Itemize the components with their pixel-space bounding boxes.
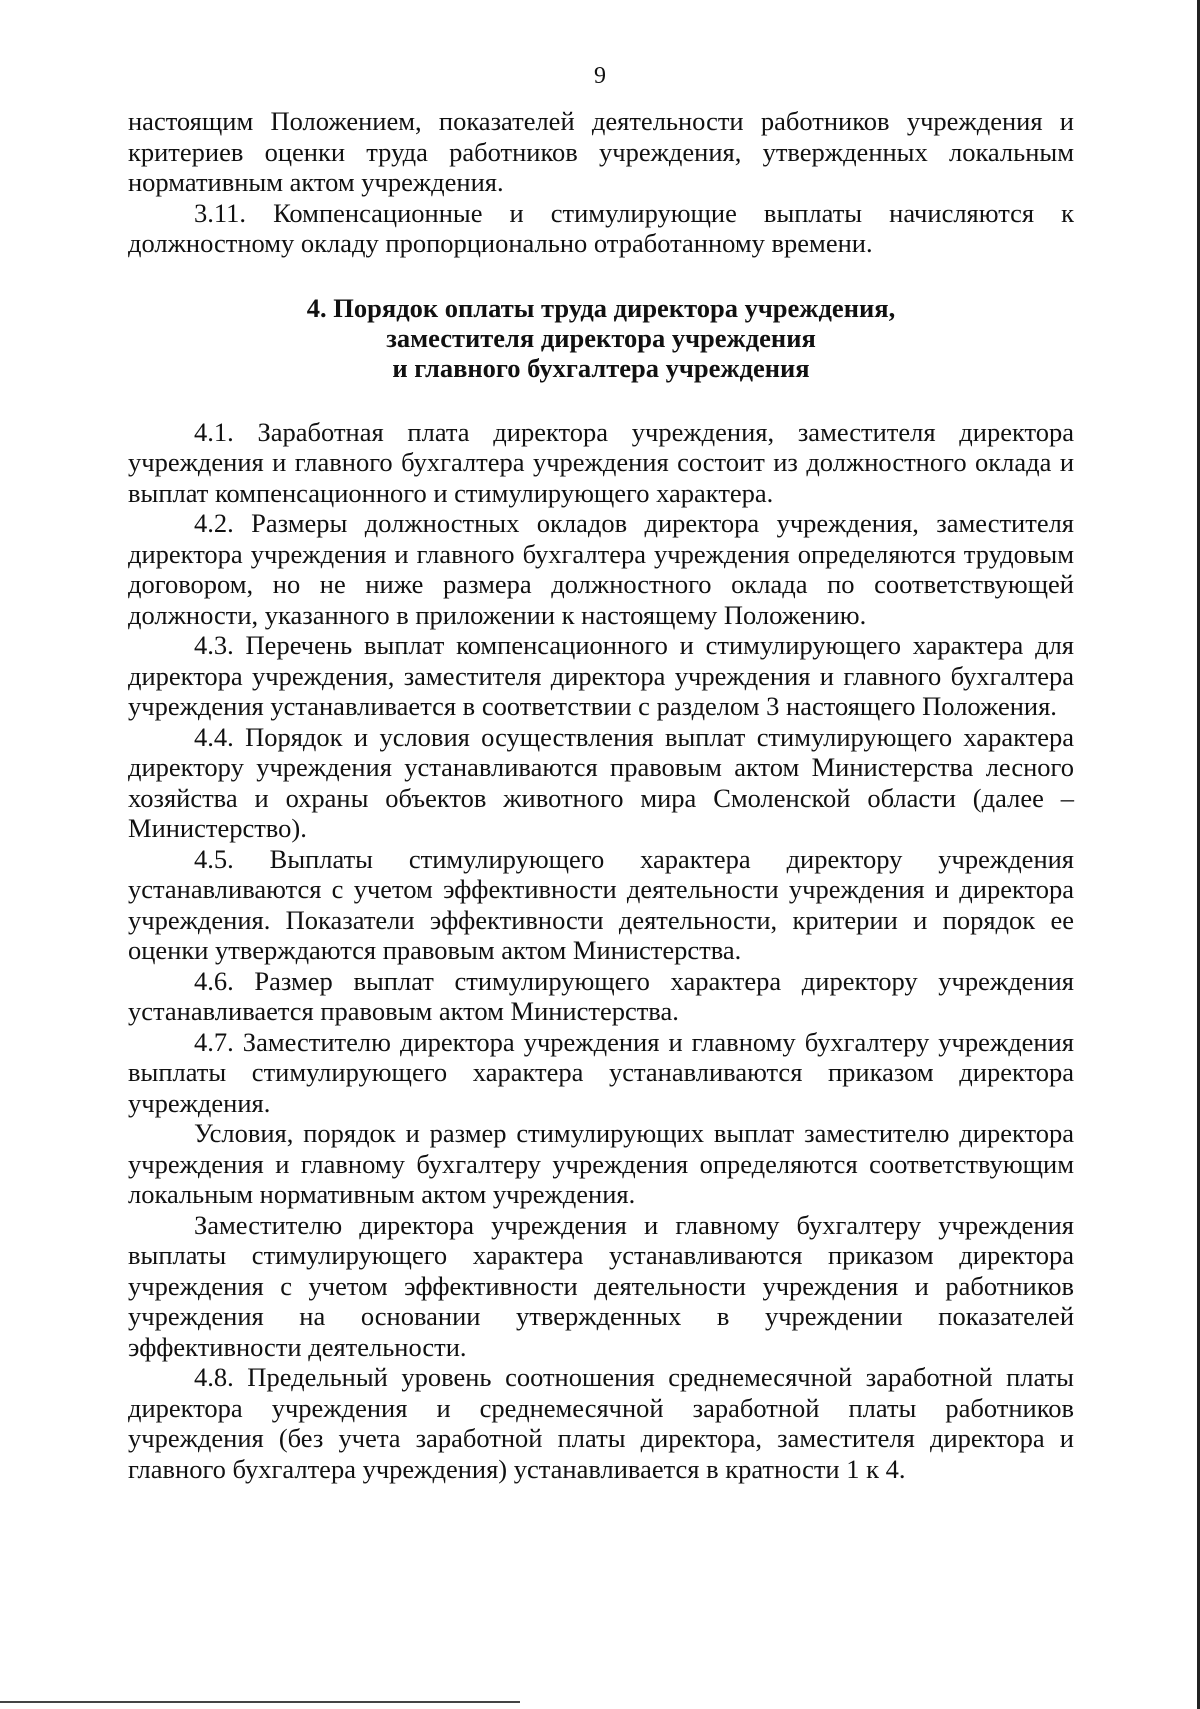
paragraph-continuation: настоящим Положением, показателей деятельности работников учреждения и критериев оценки труда работников учреждения, утвержденных локальным нормативным актом учреждения.: [128, 106, 1074, 197]
paragraph-4-8: 4.8. Предельный уровень соотношения среднемесячной заработной платы директора учреждения и среднемесячной заработной платы работников учреждения (без учета заработной платы директора, заместителя директора и главного бухгалтера учреждения) устанавливается в кратности 1 к 4.: [128, 1362, 1074, 1484]
paragraph-4-7: 4.7. Заместителю директора учреждения и главному бухгалтеру учреждения выплаты стимулирующего характера устанавливаются приказом директора учреждения.: [128, 1026, 1074, 1118]
paragraph-4-6: 4.6. Размер выплат стимулирующего характера директору учреждения устанавливается правовым актом Министерства.: [128, 965, 1074, 1026]
section-heading-line-3: и главного бухгалтера учреждения: [392, 352, 810, 383]
section-heading-line-1: 4. Порядок оплаты труда директора учреждения,: [306, 292, 896, 323]
document-body: [128, 106, 1074, 1484]
paragraph-3-11: 3.11. Компенсационные и стимулирующие выплаты начисляются к должностному окладу пропорционально отработанному времени.: [128, 197, 1074, 258]
scan-bottom-line: [0, 1701, 520, 1703]
paragraph-4-1: 4.1. Заработная плата директора учреждения, заместителя директора учреждения и главного бухгалтера учреждения состоит из должностного оклада и выплат компенсационного и стимулирующего характера.: [128, 416, 1074, 508]
paragraph-4-4: 4.4. Порядок и условия осуществления выплат стимулирующего характера директору учреждения устанавливаются правовым актом Министерства лесного хозяйства и охраны объектов животного мира Смоленской области (далее – Министерство).: [128, 721, 1074, 843]
section-heading-line-2: заместителя директора учреждения: [386, 322, 816, 353]
paragraph-4-7-deputy: Заместителю директора учреждения и главному бухгалтеру учреждения выплаты стимулирующего характера устанавливаются приказом директора учреждения с учетом эффективности деятельности учреждения и работников учреждения на основании утвержденных в учреждении показателей эффективности деятельности.: [128, 1209, 1074, 1362]
paragraph-4-7-conditions: Условия, порядок и размер стимулирующих выплат заместителю директора учреждения и главному бухгалтеру учреждения определяются соответствующим локальным нормативным актом учреждения.: [128, 1118, 1074, 1209]
paragraph-4-2: 4.2. Размеры должностных окладов директора учреждения, заместителя директора учреждения и главного бухгалтера учреждения определяются трудовым договором, но не ниже размера должностного оклада по соответствующей должности, указанного в приложении к настоящему Положению.: [128, 508, 1074, 630]
page-number: 9: [594, 63, 606, 89]
section-4-heading: [128, 293, 1074, 383]
paragraph-4-5: 4.5. Выплаты стимулирующего характера директору учреждения устанавливаются с учетом эффективности деятельности учреждения и директора учреждения. Показатели эффективности деятельности, критерии и порядок ее оценки утверждаются правовым актом Министерства.: [128, 843, 1074, 965]
paragraph-4-3: 4.3. Перечень выплат компенсационного и стимулирующего характера для директора учреждения, заместителя директора учреждения и главного бухгалтера учреждения устанавливается в соответствии с разделом 3 настоящего Положения.: [128, 630, 1074, 721]
